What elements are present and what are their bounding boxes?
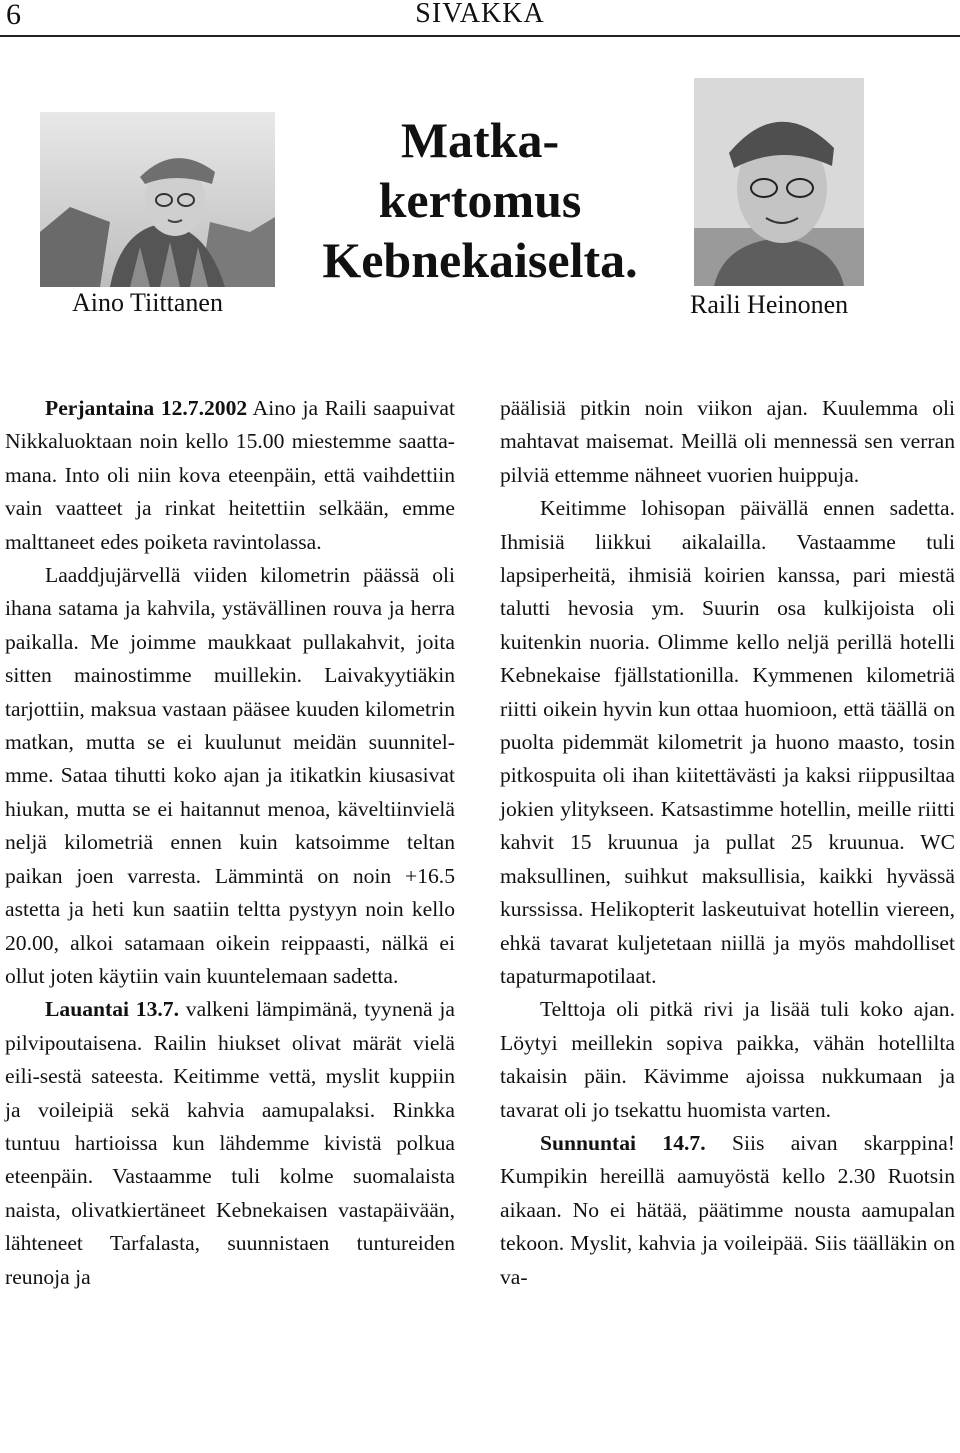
title-line-2: kertomus [378,172,582,228]
running-title: SIVAKKA [415,0,545,29]
paragraph: Laaddjujärvellä viiden kilometrin päässä oli ihana satama ja kahvila, ystävällinen rouva ja herra paikalla. Me joimme maukkaat pullakahvit, joita sitten mainostimme muillekin. Laivakyytiäkin tarjottiin, maksua vastaan pääsee kuuden kilometrin matkan, mutta se ei kuulunut meidän suunnitel-mme. Sataa tihutti koko ajan ja itikatkin kiusasivat hiukan, mutta se ei haitannut menoa, käveltiinvielä neljä kilometriä ennen kuin katsoimme teltan paikan joen varresta. Lämmintä on noin +16.5 astetta ja heti kun saatiin teltta pystyyn noin kello 20.00, alkoi satamaan oikein reippaasti, nälkä ei ollut joten käytiin vain kuuntelemaan sadetta. [5,563,455,988]
title-line-1: Matka- [400,112,560,168]
paragraph [5,392,455,559]
paragraph-text: Aino ja Raili saapuivat Nikkaluoktaan noin kello 15.00 miestemme saatta-mana. Into oli niin kova eteenpäin, että vaihdettiin vain vaatteet ja rinkat heitettiin selkään, emme malttaneet edes poiketa ravintolassa. [5,396,455,554]
paragraph-text: Siis aivan skarppina! Kumpikin hereillä aamuyöstä kello 2.30 Ruotsin aikaan. No ei hätää, päätimme nousta aamupalan tekoon. Myslit, kahvia ja voileipää. Siis täälläkin on va- [500,1130,955,1289]
article-column-right [500,392,955,1294]
paragraph: päälisiä pitkin noin viikon ajan. Kuulemma oli mahtavat maisemat. Meillä oli mennessä sen verran pilviä ettemme nähneet vuorien huippuja. [500,396,955,487]
paragraph [5,993,455,1294]
page-number: 6 [6,0,21,31]
article-column-left [5,392,455,1294]
page-header [0,0,960,30]
paragraph-text: valkeni lämpimänä, tyynenä ja pilvipoutaisena. Railin hiukset olivat märät vielä eili-sestä sateesta. Keitimme vettä, myslit kuppiin ja voileipiä sekä kahvia aamupalaksi. Rinkka tuntuu hartioissa kun lähdemme kivistä polkua eteenpäin. Vastaamme tuli kolme suomalaista naista, olivatkiertäneet Kebnekaisen vastapäivään, lähteneet Tarfalasta, suunnistaen tuntureiden reunoja ja [5,997,455,1289]
date-heading: Perjantaina 12.7.2002 [45,396,248,420]
paragraph: Keitimme lohisopan päivällä ennen sadetta. Ihmisiä liikkui aikalailla. Vastaamme tuli lapsiperheitä, ihmisiä koirien kanssa, pari miestä talutti hevosia ym. Suurin osa kulkijoista oli kuitenkin nuoria. Olimme kello neljä perillä hotelli Kebnekaise fjällstationilla. Kymmenen kilometriä riitti oikein hyvin kun ottaa huomioon, että täällä on puolta pidemmät kilometrit ja huono maasto, tosin pitkospuita oli ihan kiitettävästi ja kaksi riippusiltaa jokien ylitykseen. Katsastimme hotellin, meille riitti kahvit 15 kruunua ja pullat 25 kruunua. WC maksullinen, suihkut maksullisia, kaikki hyvässä kurssissa. Helikopterit laskeutuivat hotellin viereen, ehkä tavarat kuljetetaan niillä ja myös mahdolliset tapaturmapotilaat. [500,496,955,988]
paragraph: Telttoja oli pitkä rivi ja lisää tuli koko ajan. Löytyi meillekin sopiva paikka, vähän hotellilta takaisin päin. Kävimme ajoissa nukkumaan ja tavarat oli jo tsekattu huomista varten. [500,997,955,1122]
header-rule [0,35,960,37]
paragraph [500,1127,955,1294]
photo-caption-right: Raili Heinonen [690,290,849,319]
date-heading: Lauantai 13.7. [45,997,179,1022]
photo-aino [40,112,275,287]
article-title [300,110,660,290]
photo-raili [694,78,864,286]
photo-caption-left: Aino Tiittanen [72,288,223,317]
date-heading: Sunnuntai 14.7. [540,1130,706,1155]
title-line-3: Kebnekaiselta. [322,232,638,288]
